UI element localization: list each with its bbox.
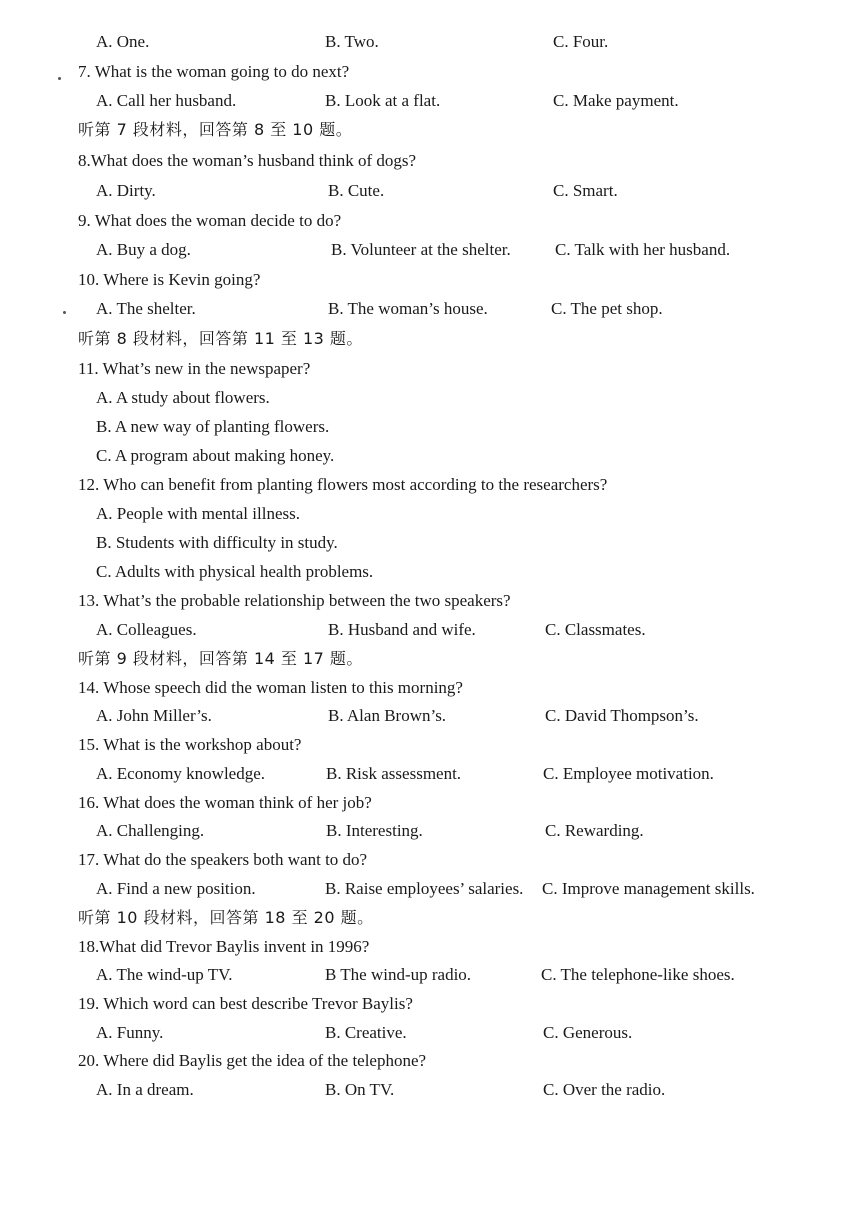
question-text: 8.What does the woman’s husband think of dogs? xyxy=(78,151,417,170)
answer-option-a: A. Find a new position. xyxy=(96,879,256,898)
answer-option-c: C. David Thompson’s. xyxy=(545,706,699,725)
answer-option-b: B. Volunteer at the shelter. xyxy=(331,240,511,259)
question-row xyxy=(0,1048,860,1074)
answer-option-b: B. Two. xyxy=(325,32,379,51)
question-text: 11. What’s new in the newspaper? xyxy=(78,359,311,378)
section-heading: 听第 7 段材料，回答第 8 至 10 题。 xyxy=(78,120,353,139)
answer-option-b: B The wind-up radio. xyxy=(325,965,472,984)
options-row xyxy=(0,414,860,440)
question-row xyxy=(0,732,860,758)
question-row xyxy=(0,588,860,614)
answer-option-b: B. Alan Brown’s. xyxy=(328,706,447,725)
options-row xyxy=(0,703,860,729)
answer-option-c: C. Four. xyxy=(553,32,609,51)
answer-option-b: B. Raise employees’ salaries. xyxy=(325,879,524,898)
options-row xyxy=(0,443,860,469)
answer-option-a: A. Call her husband. xyxy=(96,91,237,110)
options-row xyxy=(0,296,860,322)
question-text: 10. Where is Kevin going? xyxy=(78,270,261,289)
question-text: 16. What does the woman think of her job? xyxy=(78,793,372,812)
answer-option-a: A. Colleagues. xyxy=(96,620,197,639)
section-heading-row xyxy=(0,646,860,672)
options-row xyxy=(0,501,860,527)
answer-option-c: C. Rewarding. xyxy=(545,821,644,840)
options-row xyxy=(0,818,860,844)
answer-option-b: B. Look at a flat. xyxy=(325,91,441,110)
options-row xyxy=(0,559,860,585)
question-row xyxy=(0,59,860,85)
answer-option-a: A. Economy knowledge. xyxy=(96,764,266,783)
answer-option-c: C. Improve management skills. xyxy=(542,879,755,898)
options-row xyxy=(0,962,860,988)
options-row xyxy=(0,178,860,204)
options-row xyxy=(0,876,860,902)
answer-option: C. A program about making honey. xyxy=(96,446,335,465)
answer-option-a: A. Dirty. xyxy=(96,181,156,200)
question-text: 9. What does the woman decide to do? xyxy=(78,211,342,230)
section-heading: 听第 8 段材料，回答第 11 至 13 题。 xyxy=(78,329,363,348)
section-heading: 听第 10 段材料，回答第 18 至 20 题。 xyxy=(78,908,374,927)
question-row xyxy=(0,356,860,382)
answer-option-c: C. Over the radio. xyxy=(543,1080,666,1099)
answer-option-a: A. Buy a dog. xyxy=(96,240,191,259)
answer-option-c: C. Classmates. xyxy=(545,620,646,639)
options-row xyxy=(0,237,860,263)
question-text: 20. Where did Baylis get the idea of the telephone? xyxy=(78,1051,427,1070)
answer-option-a: A. The wind-up TV. xyxy=(96,965,233,984)
question-row xyxy=(0,675,860,701)
answer-option: B. Students with difficulty in study. xyxy=(96,533,338,552)
options-row xyxy=(0,617,860,643)
answer-option-b: B. Creative. xyxy=(325,1023,407,1042)
options-row xyxy=(0,88,860,114)
question-row xyxy=(0,208,860,234)
answer-option-a: A. One. xyxy=(96,32,150,51)
answer-option-c: C. The pet shop. xyxy=(551,299,663,318)
section-heading: 听第 9 段材料，回答第 14 至 17 题。 xyxy=(78,649,363,668)
answer-option: A. A study about flowers. xyxy=(96,388,270,407)
answer-option-c: C. Smart. xyxy=(553,181,618,200)
answer-option: A. People with mental illness. xyxy=(96,504,300,523)
question-text: 13. What’s the probable relationship between the two speakers? xyxy=(78,591,511,610)
options-row xyxy=(0,1077,860,1103)
question-row xyxy=(0,790,860,816)
section-heading-row xyxy=(0,326,860,352)
question-row xyxy=(0,934,860,960)
options-row xyxy=(0,385,860,411)
answer-option: B. A new way of planting flowers. xyxy=(96,417,330,436)
question-text: 7. What is the woman going to do next? xyxy=(78,62,350,81)
question-text: 17. What do the speakers both want to do? xyxy=(78,850,368,869)
section-heading-row xyxy=(0,905,860,931)
answer-option-a: A. Challenging. xyxy=(96,821,205,840)
answer-option-c: C. Talk with her husband. xyxy=(555,240,731,259)
question-row xyxy=(0,847,860,873)
question-row xyxy=(0,267,860,293)
answer-option-b: B. Cute. xyxy=(328,181,385,200)
answer-option: C. Adults with physical health problems. xyxy=(96,562,374,581)
question-row xyxy=(0,148,860,174)
answer-option-a: A. John Miller’s. xyxy=(96,706,212,725)
answer-option-a: A. In a dream. xyxy=(96,1080,194,1099)
question-text: 12. Who can benefit from planting flowers most according to the researchers? xyxy=(78,475,608,494)
answer-option-b: B. The woman’s house. xyxy=(328,299,488,318)
answer-option-a: A. Funny. xyxy=(96,1023,164,1042)
question-text: 15. What is the workshop about? xyxy=(78,735,302,754)
question-text: 14. Whose speech did the woman listen to this morning? xyxy=(78,678,463,697)
options-row xyxy=(0,530,860,556)
answer-option-b: B. Risk assessment. xyxy=(326,764,462,783)
answer-option-c: C. The telephone-like shoes. xyxy=(541,965,735,984)
answer-option-c: C. Make payment. xyxy=(553,91,679,110)
answer-option-c: C. Employee motivation. xyxy=(543,764,714,783)
answer-option-b: B. On TV. xyxy=(325,1080,395,1099)
answer-option-a: A. The shelter. xyxy=(96,299,196,318)
options-row xyxy=(0,761,860,787)
question-row xyxy=(0,991,860,1017)
options-row xyxy=(0,1020,860,1046)
options-row xyxy=(0,29,860,55)
question-row xyxy=(0,472,860,498)
question-text: 18.What did Trevor Baylis invent in 1996? xyxy=(78,937,370,956)
answer-option-c: C. Generous. xyxy=(543,1023,633,1042)
section-heading-row xyxy=(0,117,860,143)
answer-option-b: B. Husband and wife. xyxy=(328,620,476,639)
answer-option-b: B. Interesting. xyxy=(326,821,423,840)
question-text: 19. Which word can best describe Trevor Baylis? xyxy=(78,994,413,1013)
